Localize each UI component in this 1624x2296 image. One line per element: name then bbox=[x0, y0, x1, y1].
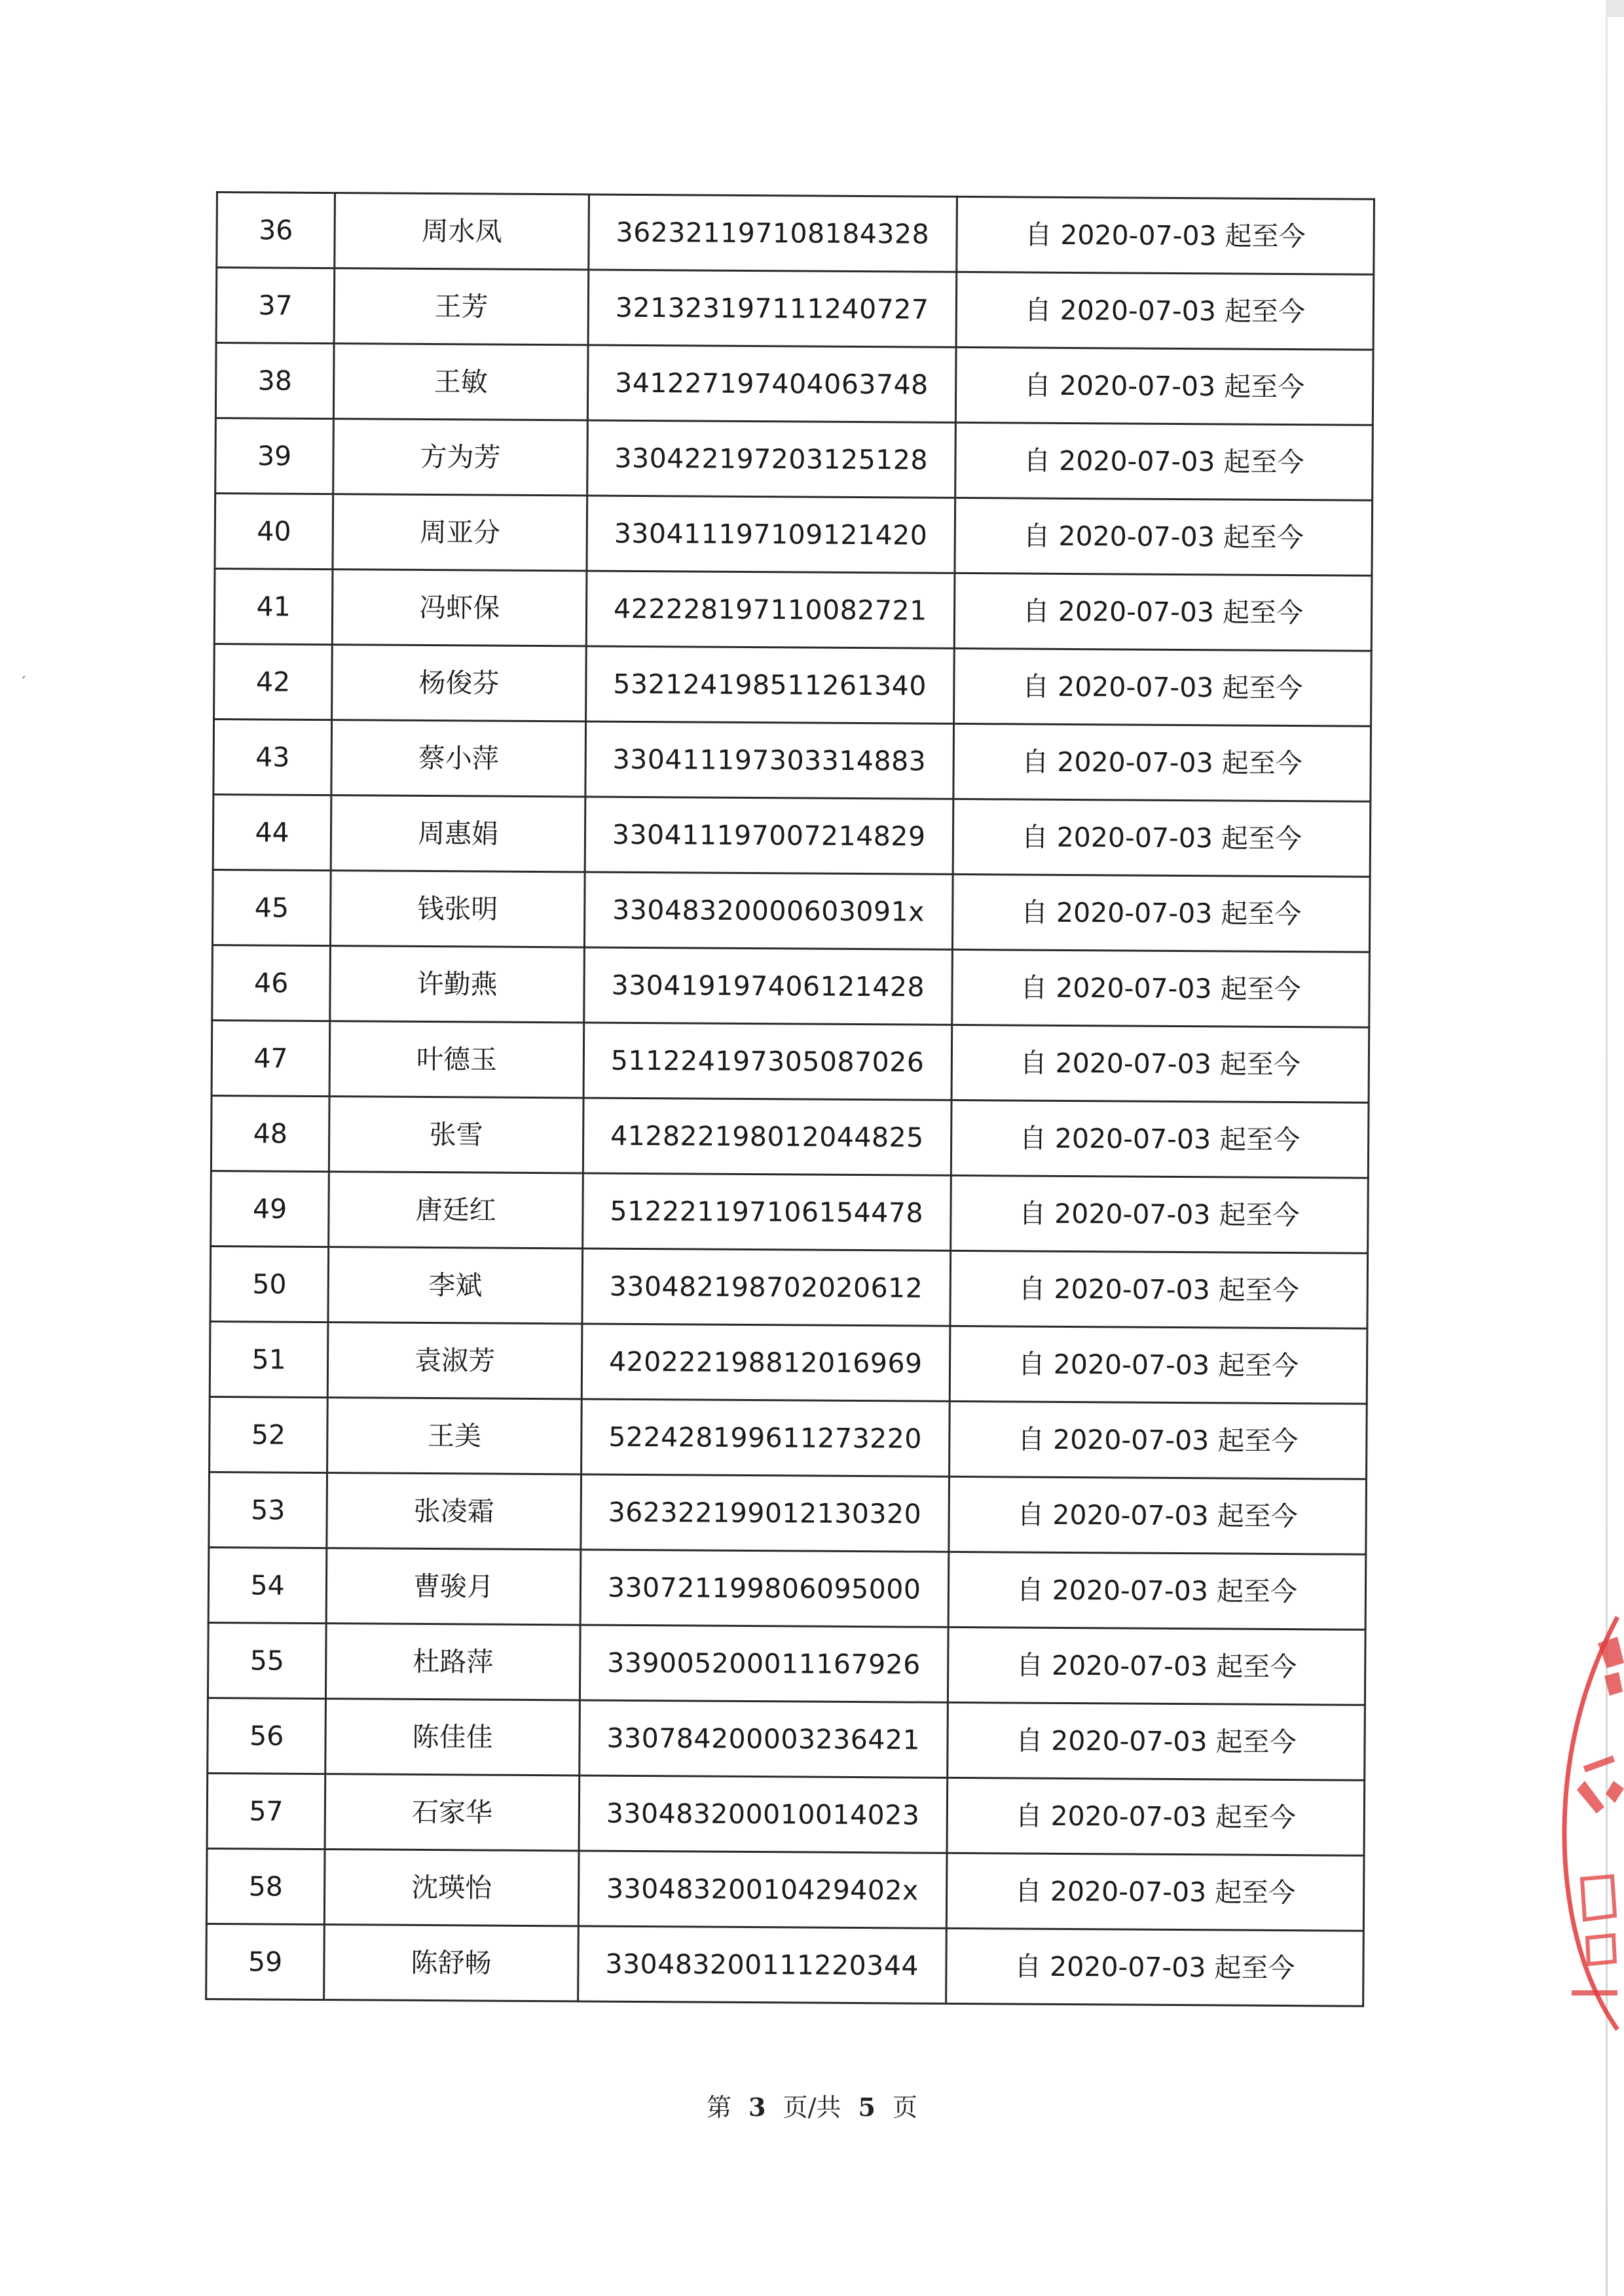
id-number: 420222198812016969 bbox=[581, 1324, 950, 1401]
table-row bbox=[217, 192, 1375, 275]
id-number: 422228197110082721 bbox=[586, 571, 955, 648]
id-number: 362321197108184328 bbox=[589, 194, 957, 272]
table-row bbox=[213, 794, 1371, 877]
table-row bbox=[208, 1547, 1366, 1630]
enrollment-period: 自 2020-07-03 起至今 bbox=[956, 196, 1374, 274]
footer-middle: 页/共 bbox=[783, 2093, 841, 2122]
table-row bbox=[210, 1321, 1367, 1404]
table-row bbox=[210, 1396, 1367, 1479]
table-row bbox=[212, 1020, 1369, 1102]
id-number: 330482198702020612 bbox=[582, 1248, 951, 1326]
row-number: 36 bbox=[217, 192, 335, 268]
person-name: 李斌 bbox=[328, 1247, 582, 1324]
id-number: 532124198511261340 bbox=[585, 646, 954, 723]
row-number: 47 bbox=[212, 1020, 330, 1096]
row-number: 58 bbox=[206, 1848, 325, 1924]
row-number: 46 bbox=[212, 945, 331, 1021]
table-row bbox=[211, 1171, 1369, 1253]
table-row bbox=[211, 1095, 1369, 1178]
id-number: 330422197203125128 bbox=[587, 420, 956, 498]
person-name: 方为芳 bbox=[333, 419, 587, 496]
person-name: 陈舒畅 bbox=[324, 1925, 578, 2001]
seal-graphic bbox=[1519, 1597, 1624, 2043]
enrollment-period: 自 2020-07-03 起至今 bbox=[948, 1476, 1366, 1554]
row-number: 55 bbox=[208, 1622, 326, 1698]
red-seal-stamp bbox=[1519, 1597, 1624, 2043]
person-name: 杜路萍 bbox=[326, 1624, 580, 1700]
table-row bbox=[212, 869, 1370, 952]
table-row bbox=[206, 1848, 1364, 1931]
id-number: 33048320010429402x bbox=[578, 1851, 947, 1928]
scan-corner bbox=[1607, 0, 1624, 17]
enrollment-period: 自 2020-07-03 起至今 bbox=[950, 1175, 1368, 1253]
person-name: 沈瑛怡 bbox=[325, 1850, 579, 1926]
person-name: 冯虾保 bbox=[332, 570, 586, 646]
person-name: 石家华 bbox=[325, 1774, 579, 1851]
id-number: 362322199012130320 bbox=[581, 1474, 950, 1552]
footer-total-pages: 5 bbox=[858, 2092, 876, 2122]
person-name: 王敏 bbox=[334, 344, 588, 420]
enrollment-period: 自 2020-07-03 起至今 bbox=[948, 1552, 1366, 1630]
page-footer bbox=[0, 2087, 1624, 2123]
row-number: 39 bbox=[215, 418, 334, 494]
id-number: 412822198012044825 bbox=[583, 1098, 951, 1175]
person-name: 陈佳佳 bbox=[325, 1699, 580, 1776]
id-number: 330483200010014023 bbox=[579, 1776, 948, 1853]
person-name: 杨俊芬 bbox=[332, 645, 586, 721]
footer-prefix: 第 bbox=[706, 2093, 731, 2122]
enrollment-period: 自 2020-07-03 起至今 bbox=[951, 1025, 1369, 1102]
id-number: 511224197305087026 bbox=[583, 1023, 952, 1100]
enrollment-period: 自 2020-07-03 起至今 bbox=[947, 1702, 1365, 1780]
person-name: 周水凤 bbox=[335, 193, 589, 270]
row-number: 37 bbox=[216, 268, 335, 344]
row-number: 49 bbox=[211, 1171, 329, 1247]
enrollment-period: 自 2020-07-03 起至今 bbox=[951, 1100, 1369, 1178]
id-number: 330721199806095000 bbox=[580, 1550, 949, 1627]
enrollment-period: 自 2020-07-03 起至今 bbox=[951, 949, 1369, 1027]
enrollment-period: 自 2020-07-03 起至今 bbox=[955, 498, 1373, 575]
enrollment-period: 自 2020-07-03 起至今 bbox=[946, 1928, 1363, 2006]
id-number: 321323197111240727 bbox=[588, 270, 957, 347]
enrollment-period: 自 2020-07-03 起至今 bbox=[952, 874, 1370, 952]
id-number: 512221197106154478 bbox=[582, 1173, 951, 1250]
table-row bbox=[215, 418, 1373, 501]
table-row bbox=[206, 1923, 1364, 2006]
row-number: 44 bbox=[213, 794, 331, 870]
row-number: 42 bbox=[214, 644, 333, 720]
person-name: 王美 bbox=[327, 1398, 581, 1474]
table-row bbox=[213, 719, 1371, 801]
table-row bbox=[215, 494, 1373, 576]
person-name: 许勤燕 bbox=[330, 946, 584, 1023]
row-number: 51 bbox=[210, 1321, 328, 1397]
enrollment-period: 自 2020-07-03 起至今 bbox=[946, 1853, 1364, 1931]
enrollment-period: 自 2020-07-03 起至今 bbox=[947, 1777, 1365, 1855]
enrollment-period: 自 2020-07-03 起至今 bbox=[955, 347, 1373, 425]
row-number: 56 bbox=[208, 1698, 326, 1774]
table-row bbox=[215, 343, 1373, 426]
row-number: 45 bbox=[212, 869, 331, 945]
table-row bbox=[214, 568, 1372, 651]
person-name: 唐廷红 bbox=[329, 1172, 583, 1248]
row-number: 57 bbox=[207, 1773, 325, 1849]
row-number: 54 bbox=[208, 1547, 327, 1623]
table-row bbox=[208, 1622, 1365, 1705]
enrollment-period: 自 2020-07-03 起至今 bbox=[953, 799, 1371, 877]
roster-table bbox=[205, 191, 1375, 2007]
row-number: 59 bbox=[206, 1923, 325, 1999]
footer-current-page: 3 bbox=[748, 2092, 766, 2122]
id-number: 339005200011167926 bbox=[580, 1625, 948, 1702]
person-name: 周亚分 bbox=[333, 494, 587, 571]
row-number: 52 bbox=[210, 1396, 328, 1472]
row-number: 53 bbox=[209, 1472, 327, 1548]
enrollment-period: 自 2020-07-03 起至今 bbox=[949, 1401, 1367, 1479]
person-name: 周惠娟 bbox=[331, 795, 585, 872]
person-name: 张雪 bbox=[329, 1097, 583, 1173]
person-name: 张凌霜 bbox=[327, 1473, 581, 1550]
enrollment-period: 自 2020-07-03 起至今 bbox=[954, 573, 1372, 651]
table-row bbox=[208, 1698, 1365, 1780]
row-number: 43 bbox=[213, 719, 332, 795]
roster-table-body bbox=[206, 192, 1375, 2007]
id-number: 33048320000603091x bbox=[584, 872, 953, 949]
table-row bbox=[214, 644, 1372, 726]
table-row bbox=[207, 1773, 1365, 1855]
enrollment-period: 自 2020-07-03 起至今 bbox=[950, 1250, 1368, 1328]
person-name: 叶德玉 bbox=[329, 1021, 583, 1098]
table-row bbox=[212, 945, 1370, 1027]
row-number: 40 bbox=[215, 494, 333, 570]
table-row bbox=[209, 1472, 1367, 1554]
person-name: 王芳 bbox=[334, 268, 588, 345]
table-row bbox=[216, 268, 1374, 350]
person-name: 袁淑芳 bbox=[327, 1322, 581, 1399]
id-number: 522428199611273220 bbox=[581, 1399, 950, 1476]
id-number: 330411197303314883 bbox=[585, 721, 954, 799]
enrollment-period: 自 2020-07-03 起至今 bbox=[950, 1326, 1367, 1404]
id-number: 330483200111220344 bbox=[578, 1926, 946, 2003]
stray-mark: ′ bbox=[22, 674, 26, 691]
table-row bbox=[210, 1246, 1368, 1328]
enrollment-period: 自 2020-07-03 起至今 bbox=[956, 272, 1374, 350]
id-number: 330419197406121428 bbox=[584, 947, 953, 1025]
person-name: 钱张明 bbox=[331, 871, 585, 947]
id-number: 330411197109121420 bbox=[587, 496, 955, 573]
row-number: 38 bbox=[215, 343, 334, 419]
row-number: 48 bbox=[211, 1095, 329, 1171]
id-number: 330784200003236421 bbox=[580, 1700, 948, 1777]
enrollment-period: 自 2020-07-03 起至今 bbox=[953, 723, 1371, 801]
row-number: 50 bbox=[210, 1246, 329, 1322]
footer-suffix: 页 bbox=[893, 2093, 918, 2122]
enrollment-period: 自 2020-07-03 起至今 bbox=[953, 648, 1371, 726]
person-name: 蔡小萍 bbox=[331, 720, 585, 797]
enrollment-period: 自 2020-07-03 起至今 bbox=[955, 422, 1373, 500]
row-number: 41 bbox=[214, 568, 333, 644]
person-name: 曹骏月 bbox=[326, 1548, 580, 1625]
id-number: 341227197404063748 bbox=[587, 345, 956, 422]
enrollment-period: 自 2020-07-03 起至今 bbox=[948, 1627, 1365, 1705]
id-number: 330411197007214829 bbox=[585, 797, 953, 874]
